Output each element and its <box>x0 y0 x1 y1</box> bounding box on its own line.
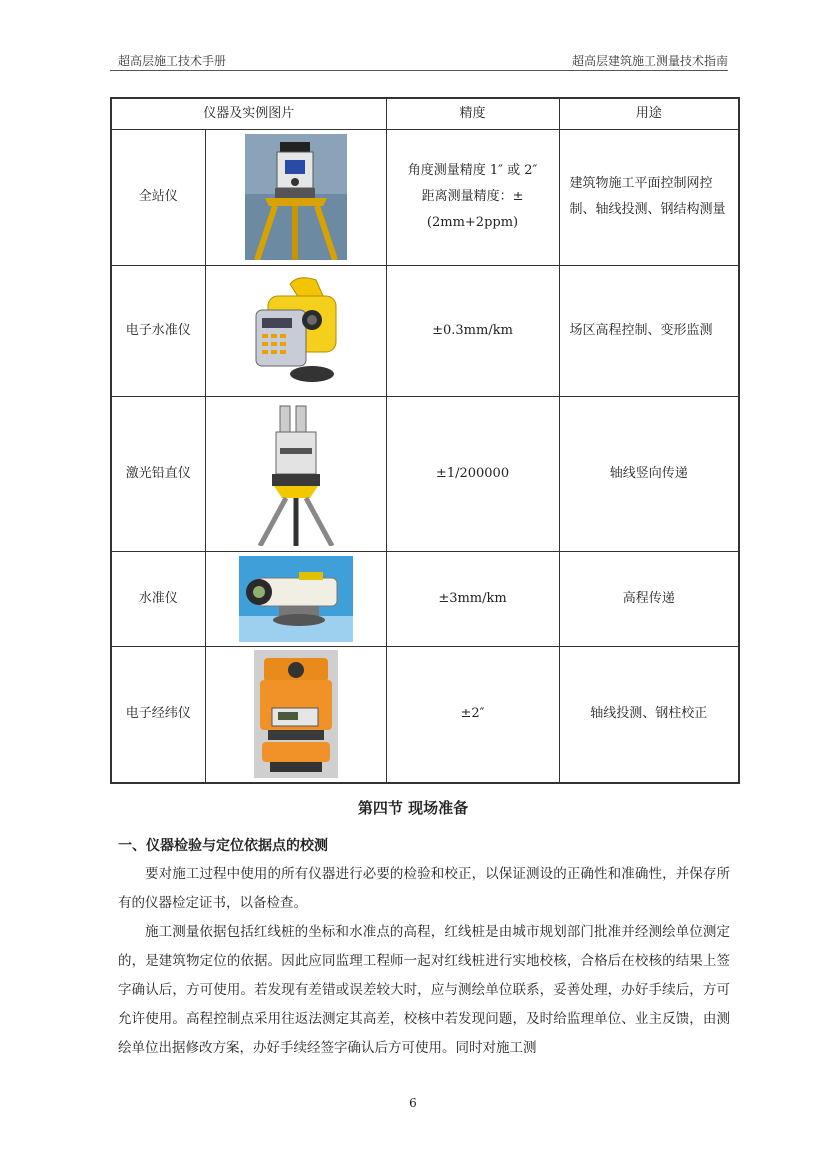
table-row <box>111 129 739 265</box>
running-header-right: 超高层建筑施工测量技术指南 <box>571 54 728 68</box>
instrument-name: 水准仪 <box>111 551 205 646</box>
instrument-name: 全站仪 <box>111 129 205 265</box>
precision-cell: 角度测量精度 1″ 或 2″ 距离测量精度：± (2mm+2ppm) <box>386 129 559 265</box>
total-station-image <box>245 134 347 260</box>
section-title: 第四节 现场准备 <box>357 799 469 817</box>
purpose-cell: 场区高程控制、变形监测 <box>559 265 739 396</box>
purpose-cell: 建筑物施工平面控制网控制、轴线投测、钢结构测量 <box>559 129 739 265</box>
precision-cell: ±2″ <box>386 646 559 783</box>
table-row <box>111 396 739 551</box>
precision-cell: ±3mm/km <box>386 551 559 646</box>
table-row <box>111 265 739 396</box>
instrument-name: 电子水准仪 <box>111 265 205 396</box>
purpose-cell: 高程传递 <box>559 551 739 646</box>
header-precision: 精度 <box>386 98 559 129</box>
header-purpose: 用途 <box>559 98 739 129</box>
table-row <box>111 551 739 646</box>
instrument-image-cell <box>205 129 386 265</box>
purpose-cell: 轴线投测、钢柱校正 <box>559 646 739 783</box>
header-instrument: 仪器及实例图片 <box>111 98 386 129</box>
sub-heading: 一、仪器检验与定位依据点的校测 <box>118 838 328 854</box>
instrument-image-cell <box>205 396 386 551</box>
page-number: 6 <box>409 1096 417 1110</box>
precision-cell: ±0.3mm/km <box>386 265 559 396</box>
level-image <box>239 556 353 642</box>
table-row <box>111 646 739 783</box>
laser-plummet-image <box>252 402 340 546</box>
instrument-image-cell <box>205 646 386 783</box>
table-header-row <box>111 98 739 129</box>
electronic-theodolite-image <box>254 650 338 778</box>
paragraph: 施工测量依据包括红线桩的坐标和水准点的高程，红线桩是由城市规划部门批准并经测绘单位测定的，是建筑物定位的依据。因此应同监理工程师一起对红线桩进行实地校核，合格后在校核的结果上签字确认后，方可使用。若发现有差错或误差较大时，应与测绘单位联系，妥善处理，办好手续后，方可允许使用。高程控制点采用往返法测定其高差，校核中若发现问题，及时给监理单位、业主反馈，由测绘单位出据修改方案，办好手续经签字确认后方可使用。同时对施工测 <box>118 924 730 1056</box>
instrument-table <box>110 97 740 784</box>
purpose-cell: 轴线竖向传递 <box>559 396 739 551</box>
instrument-image-cell <box>205 265 386 396</box>
paragraph: 要对施工过程中使用的所有仪器进行必要的检验和校正，以保证测设的正确性和准确性，并保存所有的仪器检定证书，以备检查。 <box>118 866 730 911</box>
header-rule <box>110 70 728 71</box>
instrument-name: 激光铅直仪 <box>111 396 205 551</box>
precision-cell: ±1/200000 <box>386 396 559 551</box>
electronic-level-image <box>250 274 342 388</box>
instrument-image-cell <box>205 551 386 646</box>
running-header-left: 超高层施工技术手册 <box>118 54 227 68</box>
instrument-name: 电子经纬仪 <box>111 646 205 783</box>
